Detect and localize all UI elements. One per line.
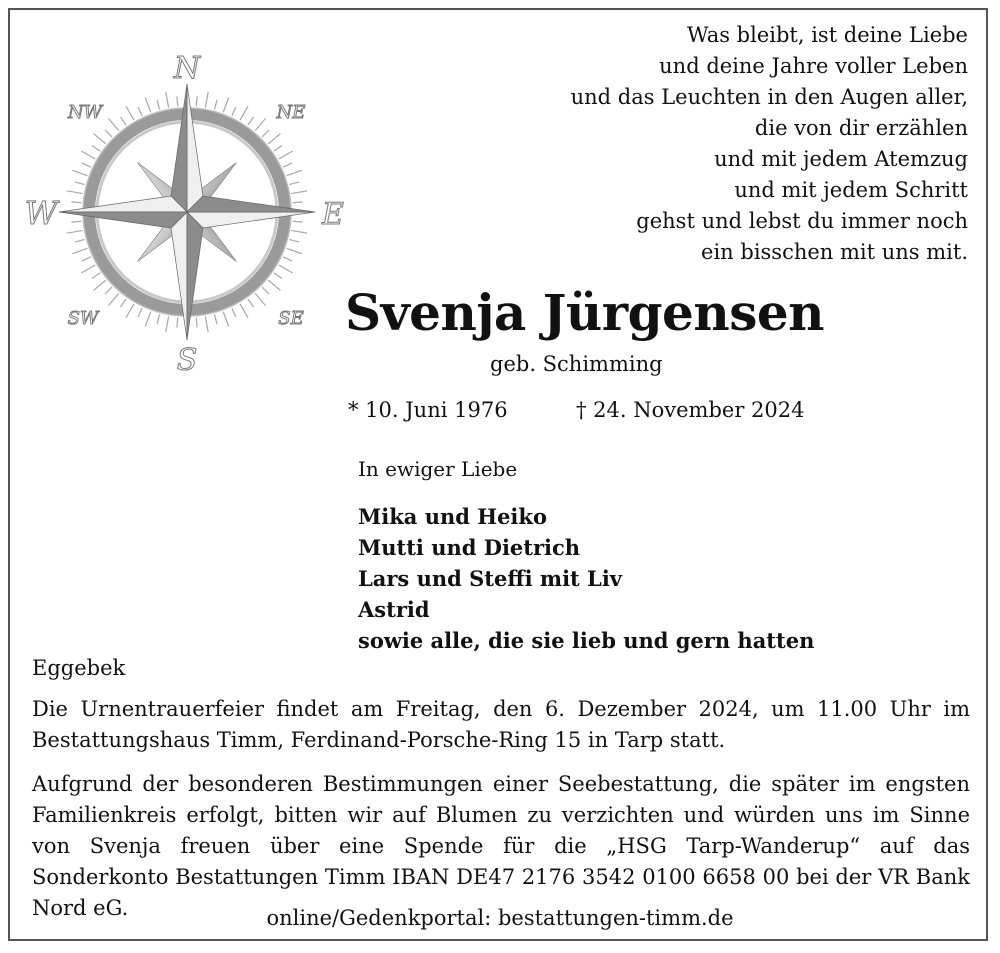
poem-line: und deine Jahre voller Leben: [659, 54, 968, 78]
poem-line: und das Leuchten in den Augen aller,: [570, 85, 968, 109]
compass-tick: [82, 257, 91, 261]
compass-label-sw: SW: [67, 308, 99, 329]
compass-tick: [289, 182, 299, 185]
compass-tick: [293, 202, 303, 203]
compass-tick: [232, 107, 236, 116]
compass-tick: [120, 299, 126, 307]
poem-line: gehst und lebst du immer noch: [636, 209, 968, 233]
compass-tick: [283, 163, 292, 167]
compass-tick: [157, 100, 160, 110]
compass-tick: [274, 273, 282, 279]
compass-tick: [177, 96, 178, 106]
compass-tick: [120, 117, 126, 125]
compass-tick: [72, 248, 87, 253]
compass-tick: [105, 130, 112, 137]
compass-tick: [109, 119, 119, 131]
compass-tick: [248, 299, 254, 307]
compass-tick: [71, 221, 81, 222]
poem-line: und mit jedem Schritt: [734, 178, 968, 202]
compass-tick: [105, 287, 112, 294]
compass-label-ne: NE: [276, 102, 306, 123]
compass-tick: [223, 97, 228, 112]
compass-tick: [248, 117, 254, 125]
place-name: Eggebek: [32, 656, 126, 680]
compass-tick: [126, 304, 134, 318]
compass-tick: [196, 318, 197, 328]
compass-tick: [67, 191, 83, 194]
birth-date: * 10. Juni 1976: [348, 398, 508, 422]
compass-tick: [145, 312, 150, 327]
mourner-name: Mika und Heiko: [358, 504, 547, 529]
compass-tick: [293, 221, 303, 222]
compass-tick: [283, 257, 292, 261]
compass-tick: [268, 134, 280, 144]
compass-tick: [240, 304, 248, 318]
compass-tick: [287, 248, 302, 253]
compass-tick: [138, 107, 142, 116]
ceremony-paragraph: Die Urnentrauerfeier findet am Freitag, den 6. Dezember 2024, um 11.00 Uhr im Bestattungshaus Timm, Ferdinand-Porsche-Ring 15 in Tarp statt.: [32, 697, 970, 752]
mourner-name: Lars und Steffi mit Liv: [358, 566, 623, 591]
compass-tick: [166, 92, 169, 108]
compass-rose-icon: [25, 52, 355, 377]
compass-tick: [138, 308, 142, 317]
compass-tick: [279, 265, 293, 273]
compass-tick: [287, 170, 302, 175]
compass-tick: [109, 293, 119, 305]
compass-tick: [289, 239, 299, 242]
compass-tick: [279, 151, 293, 159]
poem-line: Was bleibt, ist deine Liebe: [686, 23, 968, 47]
compass-tick: [75, 239, 85, 242]
compass-tick: [232, 308, 236, 317]
deceased-name: Svenja Jürgensen: [345, 283, 825, 342]
mourner-name: Mutti und Dietrich: [358, 535, 581, 560]
compass-tick: [240, 106, 248, 120]
compass-tick: [223, 312, 228, 327]
compass-tick: [157, 314, 160, 324]
compass-label-n: N: [173, 52, 201, 86]
compass-tick: [92, 273, 100, 279]
compass-tick: [72, 170, 87, 175]
compass-tick: [205, 92, 208, 108]
compass-tick: [262, 287, 269, 294]
maiden-name: geb. Schimming: [490, 352, 663, 376]
poem: [571, 20, 968, 268]
compass-tick: [126, 106, 134, 120]
compass-tick: [81, 265, 95, 273]
compass-label-se: SE: [278, 308, 304, 329]
compass-tick: [214, 314, 217, 324]
compass-tick: [205, 316, 208, 332]
poem-line: ein bisschen mit uns mit.: [701, 240, 968, 264]
compass-tick: [255, 293, 265, 305]
compass-tick: [92, 145, 100, 151]
compass-tick: [291, 191, 307, 194]
compass-label-nw: NW: [67, 102, 103, 123]
compass-tick: [94, 280, 106, 290]
compass-tick: [81, 151, 95, 159]
donation-paragraph: Aufgrund der besonderen Bestimmungen einer Seebestattung, die später im engsten Familienkreis erfolgt, bitten wir auf Blumen zu verzichten und würden uns im Sinne von Svenja freuen über eine Spende für die „HSG Tarp-Wanderup“ auf das Sonderkonto Bestattungen Timm IBAN DE47 2176 3542 0100 6658 00 bei der VR Bank Nord eG.: [32, 772, 970, 920]
compass-tick: [262, 130, 269, 137]
compass-tick: [177, 318, 178, 328]
compass-tick: [145, 97, 150, 112]
compass-tick: [71, 202, 81, 203]
mourner-name: sowie alle, die sie lieb und gern hatten: [358, 628, 815, 653]
compass-tick: [67, 230, 83, 233]
poem-line: die von dir erzählen: [754, 116, 968, 140]
compass-tick: [274, 145, 282, 151]
compass-tick: [166, 316, 169, 332]
memorial-portal-link[interactable]: online/Gedenkportal: bestattungen-timm.de: [266, 906, 734, 930]
compass-label-w: W: [25, 194, 58, 232]
compass-tick: [291, 230, 307, 233]
poem-line: und mit jedem Atemzug: [714, 147, 968, 171]
mourners-list: [358, 501, 814, 656]
compass-label-e: E: [322, 197, 344, 232]
compass-label-s: S: [176, 343, 198, 377]
compass-tick: [255, 119, 265, 131]
compass-tick: [82, 163, 91, 167]
compass-tick: [196, 96, 197, 106]
compass-tick: [94, 134, 106, 144]
mourners-intro: In ewiger Liebe: [358, 457, 518, 481]
mourner-name: Astrid: [358, 597, 430, 622]
death-date: † 24. November 2024: [576, 398, 805, 422]
compass-tick: [214, 100, 217, 110]
compass-tick: [75, 182, 85, 185]
compass-tick: [268, 280, 280, 290]
